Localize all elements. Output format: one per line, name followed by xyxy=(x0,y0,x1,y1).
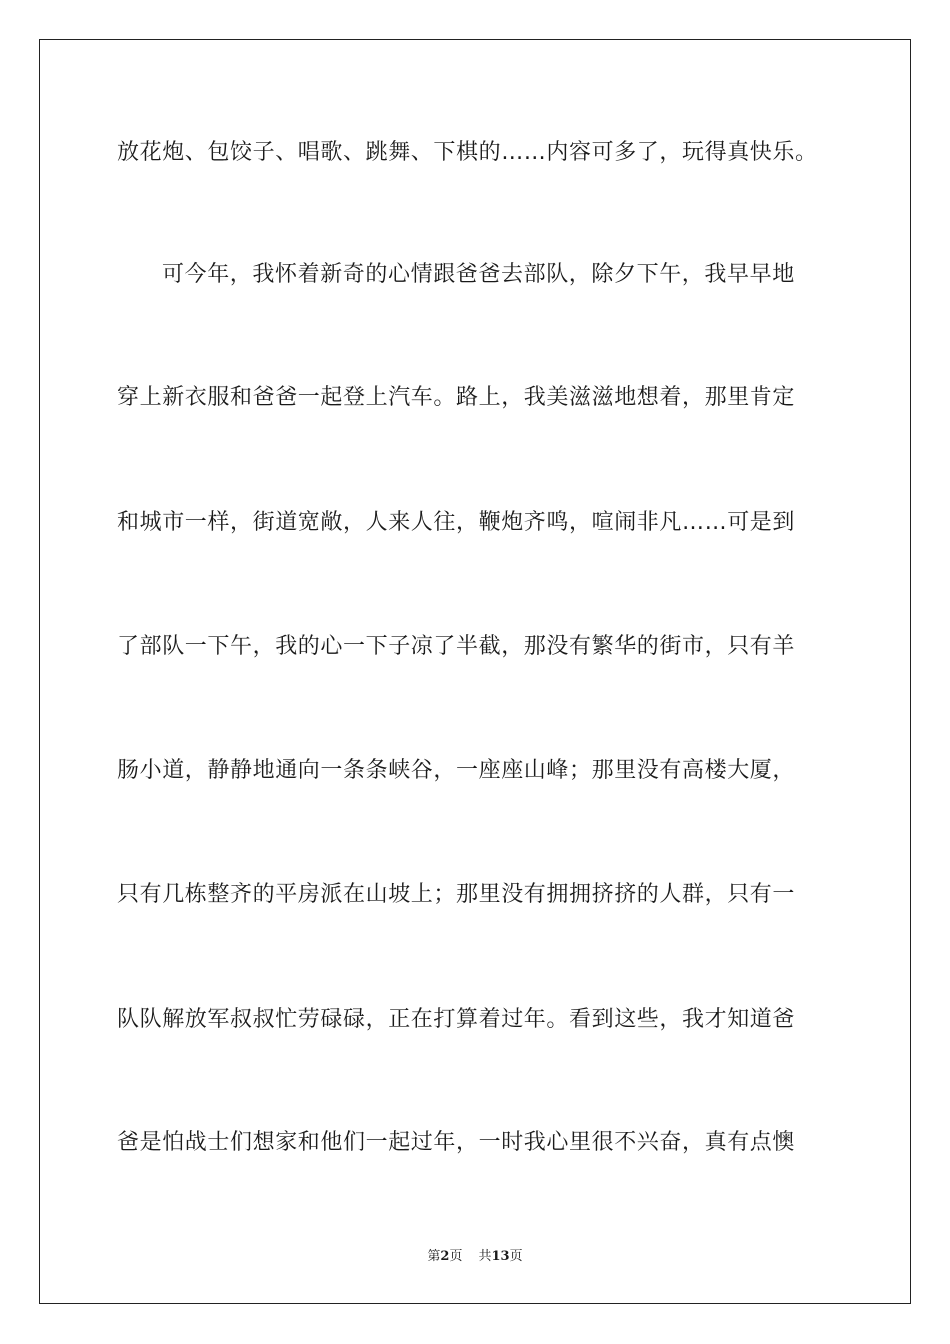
total-suffix: 页 xyxy=(509,1249,523,1264)
page-indicator xyxy=(427,1248,462,1266)
page-footer xyxy=(0,1248,950,1266)
text-line-7: 只有几栋整齐的平房派在山坡上；那里没有拥拥挤挤的人群，只有一 xyxy=(117,882,796,907)
text-line-5: 了部队一下午，我的心一下子凉了半截，那没有繁华的街市，只有羊 xyxy=(117,634,796,659)
text-line-3: 穿上新衣服和爸爸一起登上汽车。路上，我美滋滋地想着，那里肯定 xyxy=(117,385,796,410)
page-number: 2 xyxy=(440,1249,450,1264)
total-pages-indicator xyxy=(478,1248,522,1266)
text-line-4: 和城市一样，街道宽敞，人来人往，鞭炮齐鸣，喧闹非凡……可是到 xyxy=(117,510,796,535)
page-prefix: 第 xyxy=(427,1249,441,1264)
total-prefix: 共 xyxy=(478,1249,492,1264)
text-line-1: 放花炮、包饺子、唱歌、跳舞、下棋的……内容可多了，玩得真快乐。 xyxy=(117,140,818,165)
page-suffix: 页 xyxy=(449,1249,463,1264)
text-line-6: 肠小道，静静地通向一条条峡谷，一座座山峰；那里没有高楼大厦， xyxy=(117,758,796,783)
page-border xyxy=(39,39,911,1304)
text-line-8: 队队解放军叔叔忙劳碌碌，正在打算着过年。看到这些，我才知道爸 xyxy=(117,1007,796,1032)
text-line-9: 爸是怕战士们想家和他们一起过年，一时我心里很不兴奋，真有点懊 xyxy=(117,1130,796,1155)
total-pages: 13 xyxy=(491,1249,510,1264)
text-line-2: 可今年，我怀着新奇的心情跟爸爸去部队，除夕下午，我早早地 xyxy=(162,262,795,287)
